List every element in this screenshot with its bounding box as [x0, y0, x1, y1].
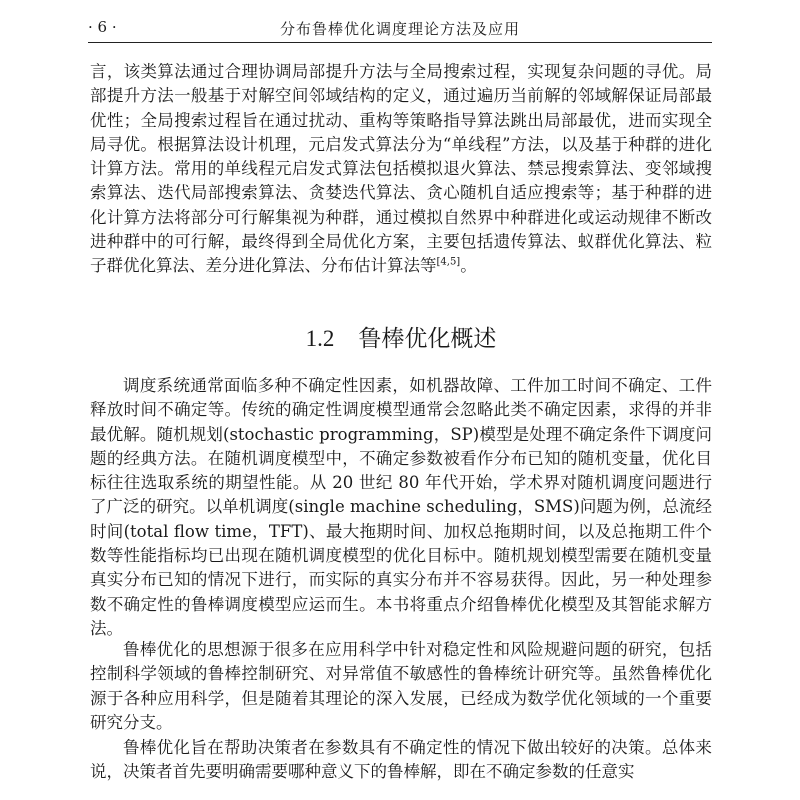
paragraph-1: 调度系统通常面临多种不确定性因素，如机器故障、工件加工时间不确定、工件释放时间不确定等。传统的确定性调度模型通常会忽略此类不确定因素，求得的并非最优解。随机规划(stochastic programming，SP)模型是处理不确定条件下调度问题的经典方法。在随机调度模型中，不确定参数被看作分布已知的随机变量，优化目标往往选取系统的期望性能。从 20 世纪 80 年代开始，学术界对随机调度问题进行了广泛的研究。以单机调度(single machine scheduling，SMS)问题为例，总流经时间(total flow time，TFT)、最大拖期时间、加权总拖期时间，以及总拖期工件个数等性能指标均已出现在随机调度模型的优化目标中。随机规划模型需要在随机变量真实分布已知的情况下进行，而实际的真实分布并不容易获得。因此，另一种处理参数不确定性的鲁棒调度模型应运而生。本书将重点介绍鲁棒优化模型及其智能求解方法。	[90, 376, 712, 638]
running-title: 分布鲁棒优化调度理论方法及应用	[279, 20, 520, 38]
paragraph-end: 。	[460, 256, 477, 276]
page-number: · 6 ·	[88, 18, 117, 36]
section-title: 鲁棒优化概述	[358, 326, 497, 352]
citation: [4,5]	[436, 256, 461, 268]
section-heading	[90, 320, 712, 353]
paragraph-3: 鲁棒优化旨在帮助决策者在参数具有不确定性的情况下做出较好的决策。总体来说，决策者首先要明确需要哪种意义下的鲁棒解，即在不确定参数的任意实	[90, 738, 712, 782]
paragraph-continued-text: 言，该类算法通过合理协调局部提升方法与全局搜索过程，实现复杂问题的寻优。局部提升方法一般基于对解空间邻域结构的定义，通过遍历当前解的邻域解保证局部最优性；全局搜索过程旨在通过扰动、重构等策略指导算法跳出局部最优，进而实现全局寻优。根据算法设计机理，元启发式算法分为“单线程”方法，以及基于种群的进化计算方法。常用的单线程元启发式算法包括模拟退火算法、禁忌搜索算法、变邻域搜索算法、迭代局部搜索算法、贪婪迭代算法、贪心随机自适应搜索等；基于种群的进化计算方法将部分可行解集视为种群，通过模拟自然界中种群进化或运动规律不断改进种群中的可行解，最终得到全局优化方案，主要包括遗传算法、蚁群优化算法、粒子群优化算法、差分进化算法、分布估计算法等	[90, 62, 712, 276]
page-header	[88, 8, 712, 43]
section-number: 1.2	[305, 326, 335, 351]
paragraph-2: 鲁棒优化的思想源于很多在应用科学中针对稳定性和风险规避问题的研究，包括控制科学领域的鲁棒控制研究、对异常值不敏感性的鲁棒统计研究等。虽然鲁棒优化源于各种应用科学，但是随着其理论的深入发展，已经成为数学优化领域的一个重要研究分支。	[90, 640, 712, 732]
paragraph-continued	[90, 60, 712, 279]
